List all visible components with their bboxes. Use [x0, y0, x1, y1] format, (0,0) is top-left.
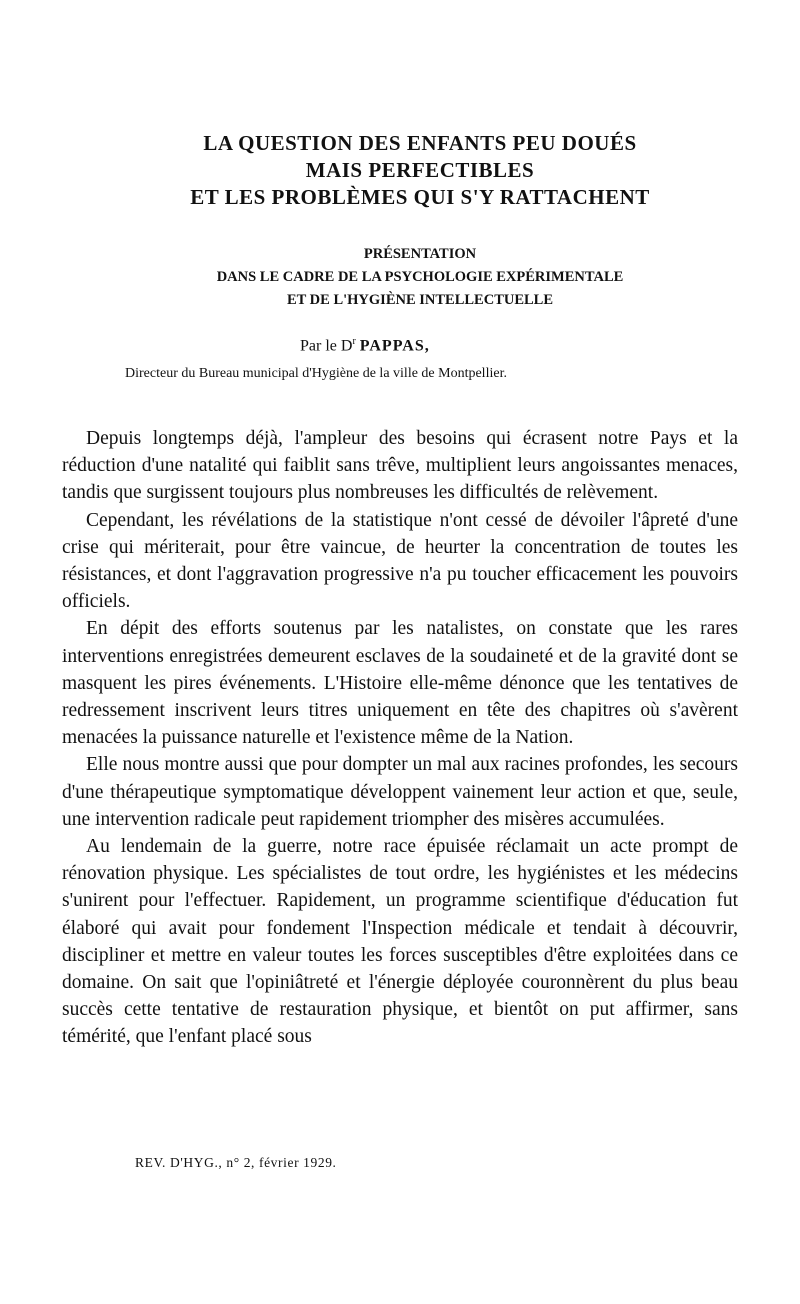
author-title-sup: r	[352, 336, 356, 347]
journal-name: REV. D'HYG.,	[135, 1155, 223, 1170]
paragraph: Cependant, les révélations de la statistique n'ont cessé de dévoiler l'âpreté d'une crise qui mériterait, pour être vaincue, de heurter la concentration de toutes les résistances, et dont l'aggravation progressive n'a pu toucher efficacement les pouvoirs officiels.	[62, 509, 738, 613]
paragraph: Elle nous montre aussi que pour dompter un mal aux racines profondes, les secours d'une thérapeutique symptomatique développent vainement leur action et que, seule, une intervention radicale peut rapidement triompher des misères accumulées.	[62, 754, 738, 830]
article-title	[100, 130, 740, 211]
author-affiliation: Directeur du Bureau municipal d'Hygiène de la ville de Montpellier.	[125, 366, 507, 381]
subtitle-line-1: PRÉSENTATION	[363, 246, 477, 262]
article-body	[62, 425, 738, 1051]
journal-issue: n° 2, février 1929.	[226, 1155, 337, 1170]
title-line-2: MAIS PERFECTIBLES	[305, 158, 535, 182]
author-line	[300, 336, 430, 355]
journal-footer	[135, 1155, 337, 1171]
author-name: PAPPAS,	[359, 337, 430, 355]
author-prefix: Par le D	[300, 337, 353, 355]
paragraph: Au lendemain de la guerre, notre race épuisée réclamait un acte prompt de rénovation physique. Les spécialistes de tout ordre, les hygiénistes et les médecins s'unirent pour l'effectuer. Rapidement, un programme scientifique d'éducation fut élaboré qui avait pour fondement l'Inspection médicale et tendait à découvrir, discipliner et mettre en valeur toutes les forces susceptibles d'être exploitées dans ce domaine. On sait que l'opiniâtreté et l'énergie déployée couronnèrent du plus beau succès cette tentative de restauration physique, et bientôt on put affirmer, sans témérité, que l'enfant placé sous	[62, 836, 738, 1048]
article-subtitle	[90, 243, 750, 312]
title-line-1: LA QUESTION DES ENFANTS PEU DOUÉS	[203, 131, 637, 155]
subtitle-line-3: ET DE L'HYGIÈNE INTELLECTUELLE	[286, 292, 554, 308]
title-line-3: ET LES PROBLÈMES QUI S'Y RATTACHENT	[190, 185, 650, 209]
paragraph: Depuis longtemps déjà, l'ampleur des besoins qui écrasent notre Pays et la réduction d'une natalité qui faiblit sans trêve, multiplient leurs angoissantes menaces, tandis que surgissent toujours plus nombreuses les difficultés de relèvement.	[62, 428, 738, 504]
subtitle-line-2: DANS LE CADRE DE LA PSYCHOLOGIE EXPÉRIMENTALE	[216, 269, 624, 285]
paragraph: En dépit des efforts soutenus par les natalistes, on constate que les rares interventions enregistrées demeurent esclaves de la soudaineté et de la gravité dont se masquent les pires événements. L'Histoire elle-même dénonce que les tentatives de redressement inscrivent leurs titres uniquement en tête des chapitres où s'avèrent menacées la puissance naturelle et l'existence même de la Nation.	[62, 618, 738, 749]
